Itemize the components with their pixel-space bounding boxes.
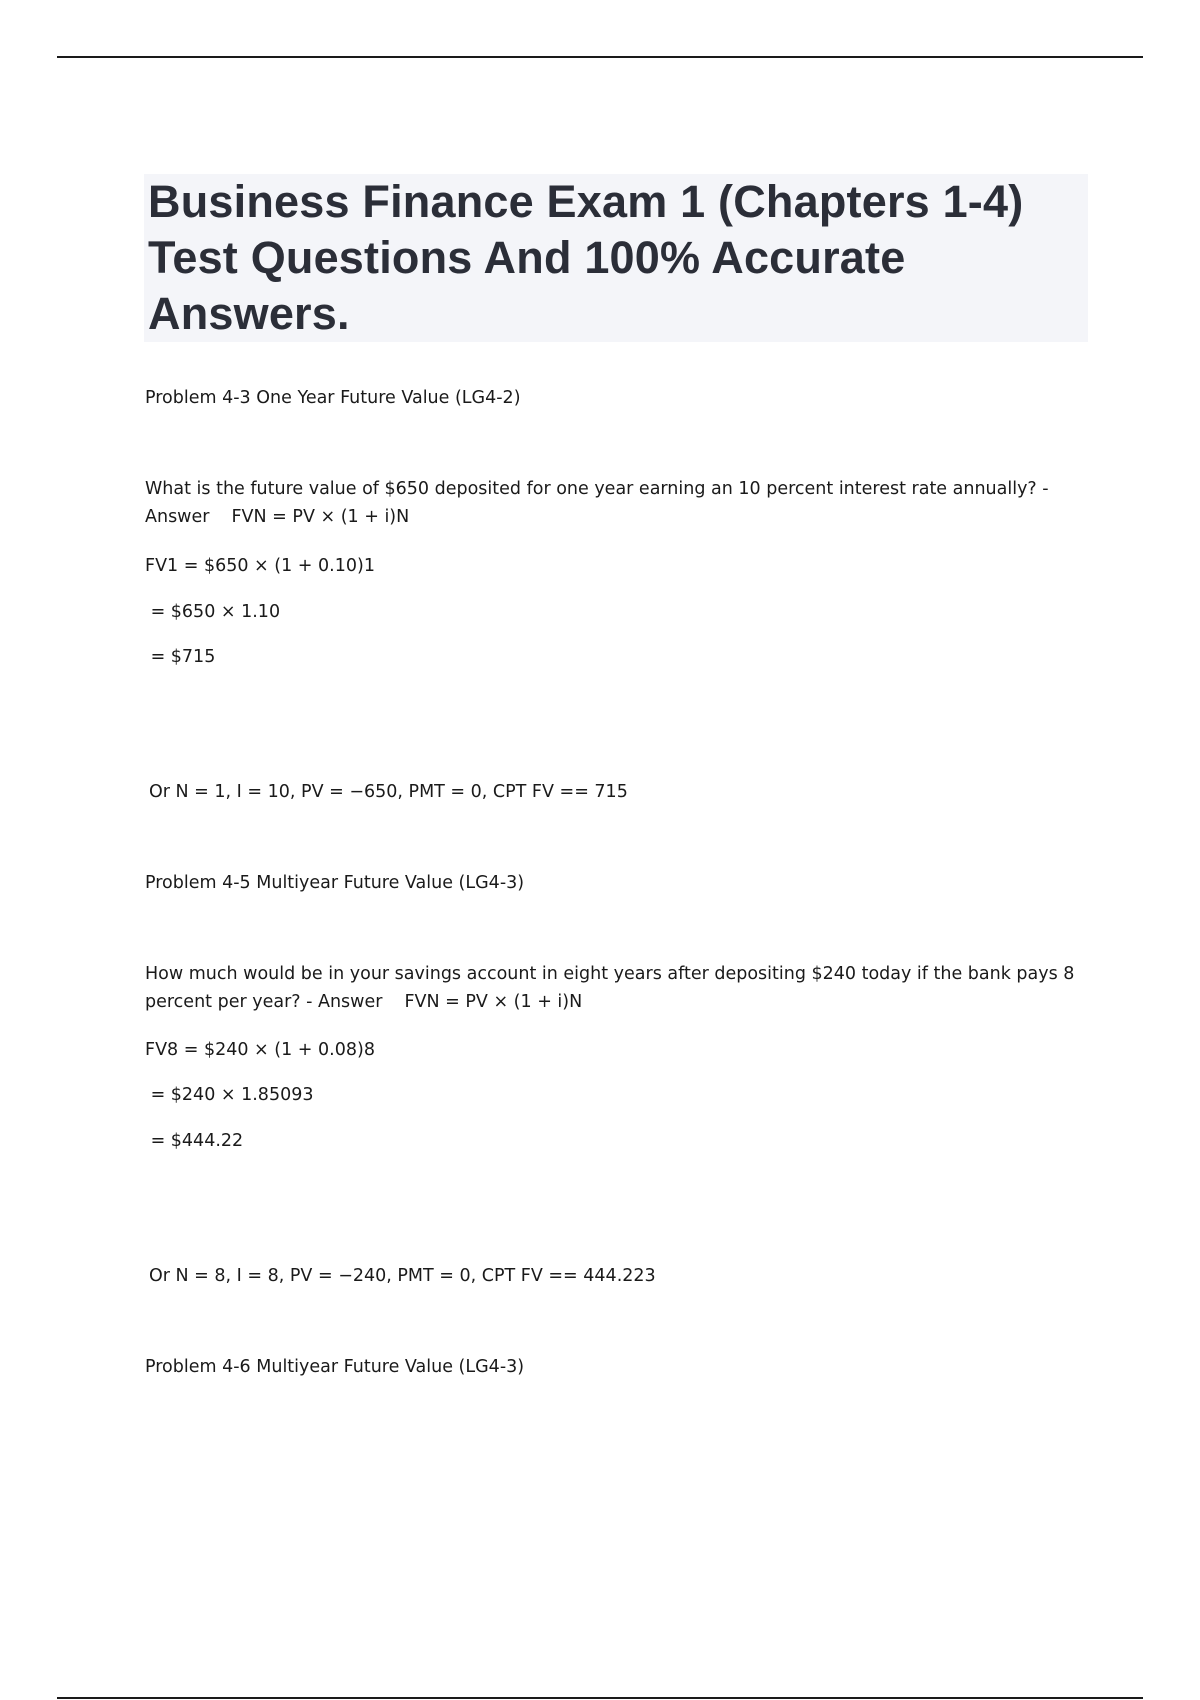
calc-step: FV8 = $240 × (1 + 0.08)8 bbox=[145, 1040, 375, 1060]
calc-step: FV1 = $650 × (1 + 0.10)1 bbox=[145, 556, 375, 576]
document-title: Business Finance Exam 1 (Chapters 1-4) Test Questions And 100% Accurate Answers. bbox=[148, 176, 1024, 339]
question-text bbox=[145, 960, 1100, 1016]
calc-step: = $240 × 1.85093 bbox=[145, 1085, 314, 1105]
question-body: What is the future value of $650 deposited for one year earning an 10 percent interest rate annually? - Answer bbox=[145, 479, 1049, 527]
section-heading: Problem 4-3 One Year Future Value (LG4-2) bbox=[145, 388, 521, 408]
answer-formula: FVN = PV × (1 + i)N bbox=[231, 507, 410, 527]
top-rule bbox=[57, 56, 1143, 58]
calculator-line: Or N = 1, I = 10, PV = −650, PMT = 0, CPT FV == 715 bbox=[149, 782, 628, 802]
question-text bbox=[145, 475, 1100, 531]
section-heading: Problem 4-5 Multiyear Future Value (LG4-3) bbox=[145, 873, 525, 893]
answer-formula: FVN = PV × (1 + i)N bbox=[404, 992, 583, 1012]
bottom-rule bbox=[57, 1697, 1143, 1699]
calc-step: = $444.22 bbox=[145, 1131, 244, 1151]
section-heading: Problem 4-6 Multiyear Future Value (LG4-3) bbox=[145, 1357, 525, 1377]
calculator-line: Or N = 8, I = 8, PV = −240, PMT = 0, CPT FV == 444.223 bbox=[149, 1266, 656, 1286]
calc-step: = $650 × 1.10 bbox=[145, 602, 281, 622]
calc-step: = $715 bbox=[145, 647, 216, 667]
title-banner bbox=[144, 174, 1088, 342]
question-body: How much would be in your savings account in eight years after depositing $240 today if the bank pays 8 percent per year? - Answer bbox=[145, 964, 1075, 1012]
